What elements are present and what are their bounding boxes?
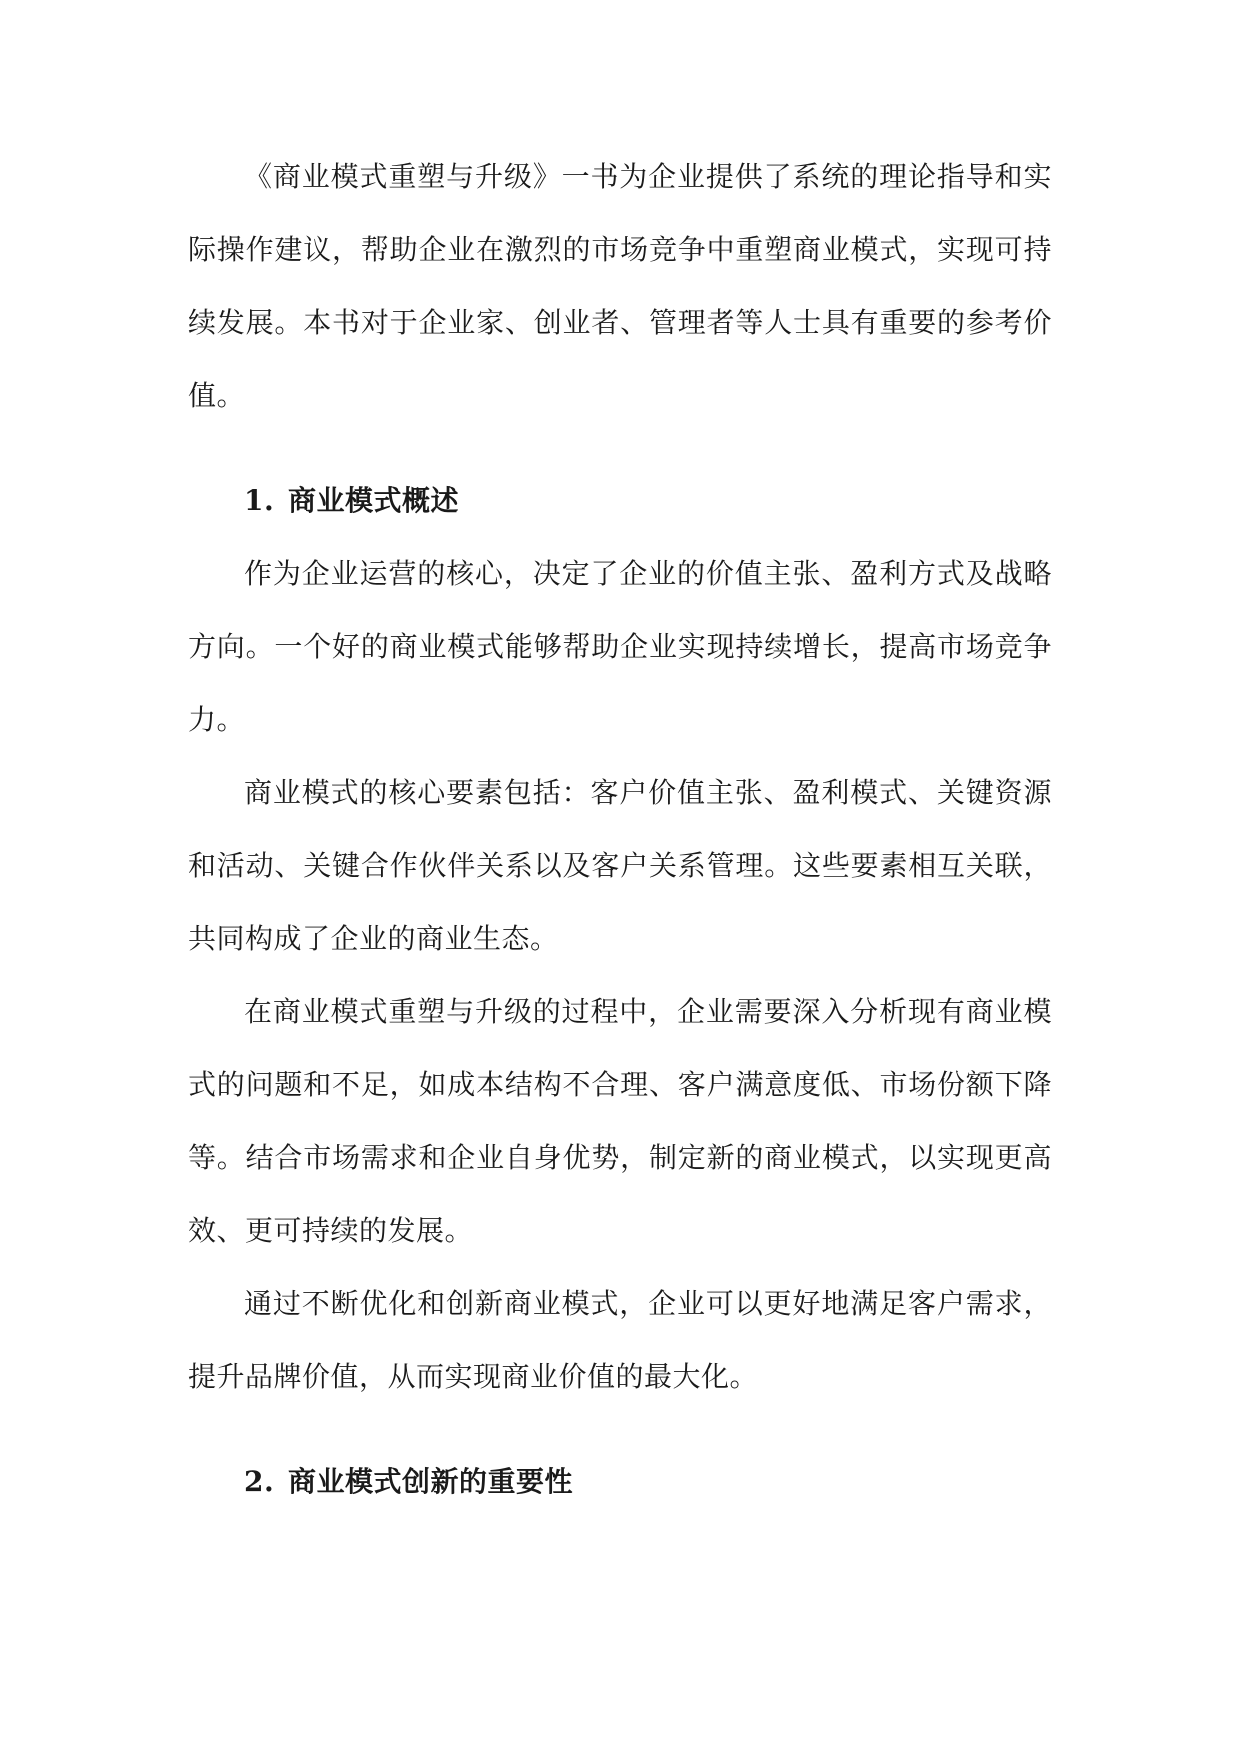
document-body (188, 140, 1052, 1518)
body-paragraph: 通过不断优化和创新商业模式，企业可以更好地满足客户需求，提升品牌价值，从而实现商业价值的最大化。 (188, 1287, 1052, 1393)
section-heading-2 (188, 1445, 1052, 1518)
section-heading-1 (188, 464, 1052, 537)
intro-paragraph: 《商业模式重塑与升级》一书为企业提供了系统的理论指导和实际操作建议，帮助企业在激烈的市场竞争中重塑商业模式，实现可持续发展。本书对于企业家、创业者、管理者等人士具有重要的参考价值。 (188, 160, 1052, 412)
section-title: 商业模式创新的重要性 (288, 1465, 574, 1498)
body-paragraph: 商业模式的核心要素包括：客户价值主张、盈利模式、关键资源和活动、关键合作伙伴关系以及客户关系管理。这些要素相互关联，共同构成了企业的商业生态。 (188, 776, 1052, 955)
section-title: 商业模式概述 (288, 484, 460, 517)
body-paragraph: 在商业模式重塑与升级的过程中，企业需要深入分析现有商业模式的问题和不足，如成本结构不合理、客户满意度低、市场份额下降等。结合市场需求和企业自身优势，制定新的商业模式，以实现更高效、更可持续的发展。 (188, 995, 1052, 1247)
section-number: 2. (244, 1465, 275, 1498)
body-paragraph: 作为企业运营的核心，决定了企业的价值主张、盈利方式及战略方向。一个好的商业模式能够帮助企业实现持续增长，提高市场竞争力。 (188, 557, 1052, 736)
section-number: 1. (244, 484, 275, 517)
